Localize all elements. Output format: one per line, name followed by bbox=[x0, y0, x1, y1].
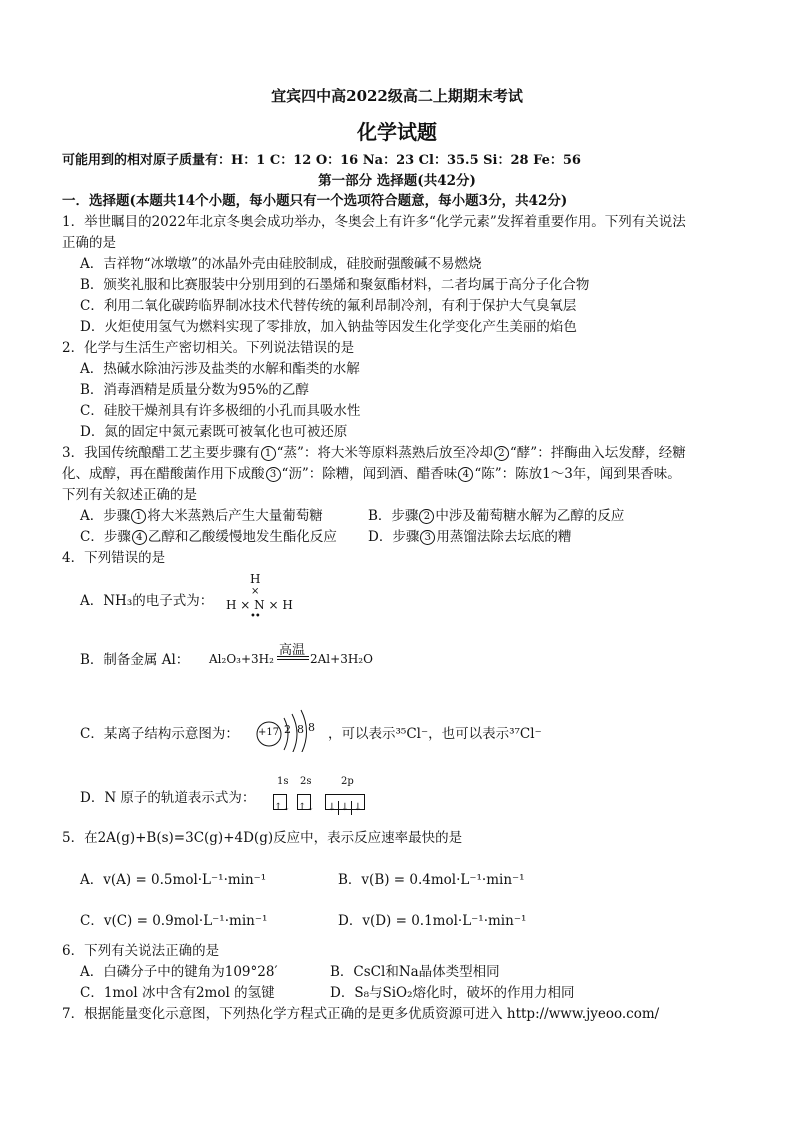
q3-option-c bbox=[80, 527, 337, 547]
q1-option-d: D．火炬使用氢气为燃料实现了零排放，加入钠盐等因发生化学变化产生美丽的焰色 bbox=[80, 319, 577, 335]
nh3-center-line: H × N × H bbox=[226, 598, 293, 612]
nh3-lone-pair: •• bbox=[250, 611, 260, 622]
q4-option-d-label: D．N 原子的轨道表示式为： bbox=[80, 790, 256, 806]
q5-option-a: A．v(A) = 0.5mol·L⁻¹·min⁻¹ bbox=[80, 872, 267, 888]
orbital-cell: ↑↓ bbox=[298, 801, 315, 813]
q6-option-c: C．1mol 冰中含有2mol 的氢键 bbox=[80, 985, 275, 1001]
orbital-1s-box bbox=[273, 791, 291, 813]
q3-a-prefix: A．步骤 bbox=[80, 508, 131, 524]
nh3-h-top: H bbox=[250, 572, 261, 586]
eq-right: 2Al+3H₂O bbox=[310, 652, 373, 666]
q1-stem-line2: 正确的是 bbox=[62, 235, 116, 251]
box bbox=[325, 794, 365, 813]
q2-option-b: B．消毒酒精是质量分数为95%的乙醇 bbox=[80, 382, 309, 398]
q5-option-d: D．v(D) = 0.1mol·L⁻¹·min⁻¹ bbox=[338, 913, 527, 929]
eq-left: Al₂O₃+3H₂ bbox=[209, 652, 274, 666]
section-title: 一．选择题(本题共14个小题，每小题只有一个选项符合题意，每小题3分，共42分) bbox=[62, 193, 568, 209]
q4-option-c-tail: ，可以表示³⁵Cl⁻，也可以表示³⁷Cl⁻ bbox=[328, 726, 542, 742]
step-4-marker: 4 bbox=[132, 530, 147, 545]
eq-condition: 高温 bbox=[279, 643, 306, 658]
step-2-marker: 2 bbox=[419, 509, 434, 524]
school-title: 宜宾四中高2022级高二上期期末考试 bbox=[271, 87, 523, 105]
shell-1-count: 2 bbox=[284, 723, 291, 736]
orbital-cell: ↓ bbox=[339, 801, 352, 815]
nh3-pair-top: × bbox=[251, 586, 260, 597]
q2-stem: 2．化学与生活生产密切相关。下列说法错误的是 bbox=[62, 340, 355, 356]
step-1-marker: 1 bbox=[261, 446, 276, 461]
q6-stem: 6．下列有关说法正确的是 bbox=[62, 943, 220, 959]
step-4-marker: 4 bbox=[458, 467, 473, 482]
q3-stem-line2 bbox=[62, 464, 681, 484]
step-3-marker: 3 bbox=[420, 530, 435, 545]
orbital-2p-label: 2p bbox=[341, 776, 354, 787]
step-3-marker: 3 bbox=[266, 467, 281, 482]
orbital-2s-box bbox=[297, 791, 315, 813]
q2-option-a: A．热碱水除油污涉及盐类的水解和酯类的水解 bbox=[80, 361, 360, 377]
orbital-cell: ↓ bbox=[326, 801, 339, 815]
q3-option-d bbox=[368, 527, 571, 547]
q2-option-c: C．硅胶干燥剂具有许多极细的小孔而具吸水性 bbox=[80, 403, 361, 419]
q3-c-text: 乙醇和乙酸缓慢地发生酯化反应 bbox=[147, 529, 337, 545]
shell-3-count: 8 bbox=[308, 721, 315, 734]
q5-option-c: C．v(C) = 0.9mol·L⁻¹·min⁻¹ bbox=[80, 913, 268, 929]
q3-a-text: 将大米蒸熟后产生大量葡萄糖 bbox=[147, 508, 323, 524]
q5-option-b: B．v(B) = 0.4mol·L⁻¹·min⁻¹ bbox=[338, 872, 525, 888]
box bbox=[297, 794, 315, 813]
part-title: 第一部分 选择题(共42分) bbox=[318, 173, 476, 189]
q3-text: “沥”：除糟，闻到酒、醋香味 bbox=[281, 466, 458, 482]
q5-stem: 5．在2A(g)+B(s)=3C(g)+4D(g)反应中，表示反应速率最快的是 bbox=[62, 830, 463, 846]
q3-b-text: 中涉及葡萄糖水解为乙醇的反应 bbox=[435, 508, 625, 524]
q6-option-b: B．CsCl和Na晶体类型相同 bbox=[330, 964, 500, 980]
q4-option-a-label: A．NH₃的电子式为： bbox=[80, 593, 214, 609]
q1-option-c: C．利用二氧化碳跨临界制冰技术代替传统的氟利昂制冷剂，有利于保护大气臭氧层 bbox=[80, 298, 577, 314]
orbital-2p-box bbox=[325, 791, 365, 813]
orbital-2s-label: 2s bbox=[300, 776, 312, 787]
q3-text: 3．我国传统酿醋工艺主要步骤有 bbox=[62, 445, 260, 461]
q1-option-a: A．吉祥物“冰墩墩”的冰晶外壳由硅胶制成，硅胶耐强酸碱不易燃烧 bbox=[80, 256, 482, 272]
q4-option-c-label: C．某离子结构示意图为： bbox=[80, 726, 239, 742]
q3-c-prefix: C．步骤 bbox=[80, 529, 131, 545]
orbital-1s-label: 1s bbox=[277, 776, 289, 787]
q3-b-prefix: B．步骤 bbox=[368, 508, 419, 524]
q3-option-b bbox=[368, 506, 624, 526]
step-1-marker: 1 bbox=[131, 509, 146, 524]
subject-title: 化学试题 bbox=[357, 120, 437, 144]
orbital-cell: ↑↓ bbox=[274, 801, 291, 813]
q7-stem: 7．根据能量变化示意图，下列热化学方程式正确的是更多优质资源可进入 http://www.jyeoo.com/ bbox=[62, 1006, 660, 1022]
q1-option-b: B．颁奖礼服和比赛服装中分别用到的石墨烯和聚氨酯材料，二者均属于高分子化合物 bbox=[80, 277, 590, 293]
q6-option-d: D．S₈与SiO₂熔化时，破坏的作用力相同 bbox=[330, 985, 575, 1001]
box bbox=[273, 794, 291, 813]
q1-stem-line1: 1．举世瞩目的2022年北京冬奥会成功举办，冬奥会上有许多“化学元素”发挥着重要作用。下列有关说法 bbox=[62, 214, 686, 230]
q2-option-d: D．氮的固定中氮元素既可被氧化也可被还原 bbox=[80, 424, 348, 440]
eq-sign bbox=[277, 656, 309, 660]
q4-stem: 4．下列错误的是 bbox=[62, 550, 166, 566]
q3-text: 化、成醇，再在醋酸菌作用下成酸 bbox=[62, 466, 265, 482]
q3-option-a bbox=[80, 506, 323, 526]
step-2-marker: 2 bbox=[494, 446, 509, 461]
q3-stem-line1 bbox=[62, 443, 686, 463]
atomic-mass-line: 可能用到的相对原子质量有：H：1 C：12 O：16 Na：23 Cl：35.5 Si：28 Fe：56 bbox=[62, 153, 581, 168]
q3-text: “陈”：陈放1～3年，闻到果香味。 bbox=[474, 466, 681, 482]
shell-2-count: 8 bbox=[297, 723, 304, 736]
nucleus-charge: +17 bbox=[258, 727, 280, 738]
q4-option-b-label: B．制备金属 Al： bbox=[80, 652, 190, 668]
q3-d-text: 用蒸馏法除去坛底的糟 bbox=[436, 529, 572, 545]
q3-text: “酵”：拌酶曲入坛发酵，经糖 bbox=[509, 445, 686, 461]
q3-text: “蒸”：将大米等原料蒸熟后放至冷却 bbox=[276, 445, 493, 461]
q6-option-a: A．白磷分子中的键角为109°28′ bbox=[80, 964, 278, 980]
orbital-cell: ↓ bbox=[353, 801, 363, 813]
q3-stem-line3: 下列有关叙述正确的是 bbox=[62, 487, 197, 503]
q3-d-prefix: D．步骤 bbox=[368, 529, 420, 545]
